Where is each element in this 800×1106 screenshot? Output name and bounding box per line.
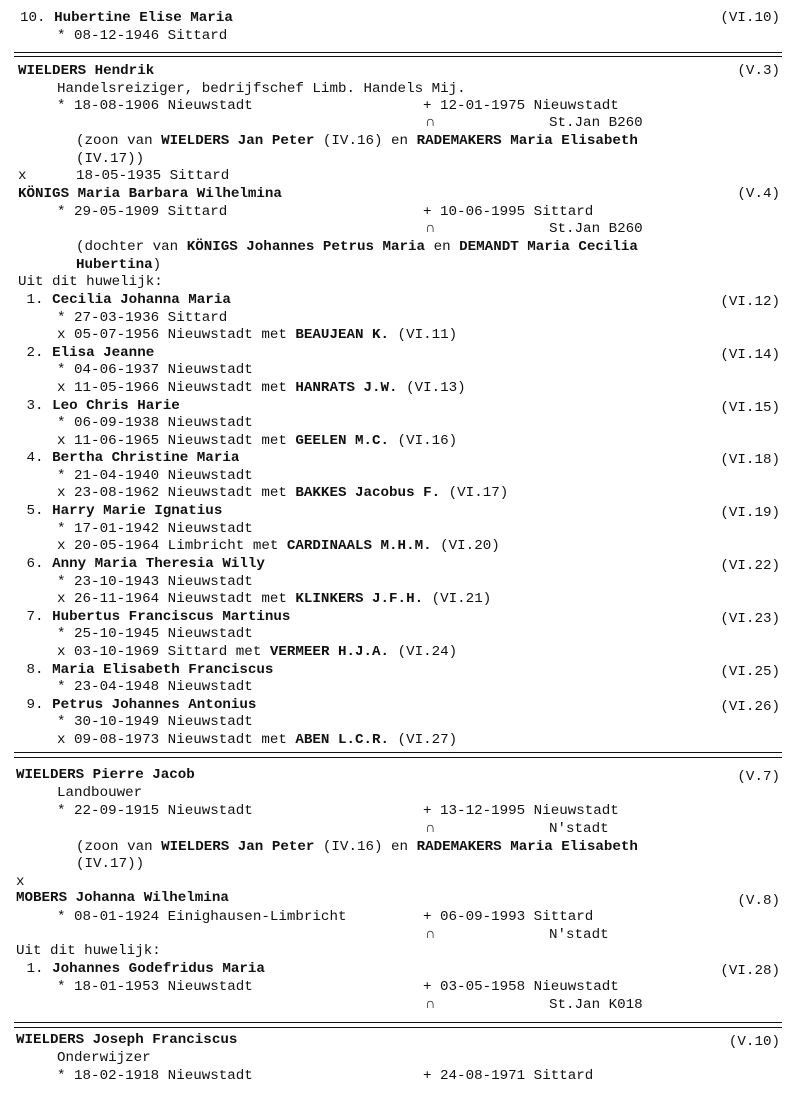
child-marriage: x 20-05-1964 Limbricht met CARDINAALS M.H.M. (VI.20): [57, 538, 500, 555]
marriage-symbol: x: [16, 874, 25, 890]
burial-icon: ∩: [426, 821, 435, 837]
child-entry: 8. Maria Elisabeth Franciscus: [18, 661, 274, 678]
child-birth: * 08-12-1946 Sittard: [57, 28, 228, 44]
separator-line: [14, 757, 782, 758]
separator-line: [14, 56, 782, 57]
children-label: Uit dit huwelijk:: [16, 943, 161, 959]
burial-place: St.Jan B260: [549, 221, 643, 237]
child-birth: * 23-10-1943 Nieuwstadt: [57, 573, 253, 590]
burial-icon: ∩: [426, 221, 435, 237]
person-ref: (V.8): [737, 893, 780, 909]
birth: * 22-09-1915 Nieuwstadt: [57, 803, 253, 819]
death: + 12-01-1975 Nieuwstadt: [423, 98, 619, 114]
burial-place: St.Jan B260: [549, 115, 643, 131]
child-birth: * 18-01-1953 Nieuwstadt: [57, 979, 253, 995]
child-entry: 9. Petrus Johannes Antonius: [18, 696, 257, 713]
person-ref: (V.7): [737, 769, 780, 785]
child-ref: (VI.26): [720, 698, 780, 715]
child-ref: (VI.15): [720, 399, 780, 416]
child-marriage: x 05-07-1956 Nieuwstadt met BEAUJEAN K. (VI.11): [57, 327, 458, 343]
child-marriage: x 11-05-1966 Nieuwstadt met HANRATS J.W. (VI.13): [57, 379, 466, 396]
child-ref: (VI.10): [720, 10, 780, 26]
child-ref: (VI.23): [720, 610, 780, 627]
child-marriage: x 23-08-1962 Nieuwstadt met BAKKES Jacobus F. (VI.17): [57, 485, 509, 502]
person-name: WIELDERS Hendrik: [18, 63, 155, 79]
child-ref: (VI.28): [720, 963, 780, 979]
burial-icon: ∩: [426, 997, 435, 1013]
child-entry: 7. Hubertus Franciscus Martinus: [18, 608, 291, 625]
child-ref: (VI.25): [720, 663, 780, 680]
child-birth: * 25-10-1945 Nieuwstadt: [57, 626, 253, 643]
child-death: + 03-05-1958 Nieuwstadt: [423, 979, 619, 995]
burial-place: N'stadt: [549, 821, 609, 837]
death: + 10-06-1995 Sittard: [423, 204, 594, 220]
burial-icon: ∩: [426, 927, 435, 943]
person-ref: (V.4): [737, 186, 780, 202]
person-ref: (V.10): [728, 1034, 780, 1050]
child-ref: (VI.14): [720, 346, 780, 363]
marriage-date: 18-05-1935 Sittard: [76, 168, 230, 184]
parents-line-cont: Hubertina): [76, 257, 162, 273]
child-entry: 6. Anny Maria Theresia Willy: [18, 556, 265, 572]
child-ref: (VI.22): [720, 558, 780, 574]
child-birth: * 06-09-1938 Nieuwstadt: [57, 415, 253, 432]
marriage-symbol: x: [18, 168, 27, 184]
child-entry: 5. Harry Marie Ignatius: [18, 503, 223, 520]
occupation: Handelsreiziger, bedrijfschef Limb. Handels Mij.: [57, 81, 466, 97]
person-name: MOBERS Johanna Wilhelmina: [16, 890, 229, 906]
parents-ref: (IV.17)): [76, 151, 145, 167]
person-name: WIELDERS Pierre Jacob: [16, 767, 195, 783]
parents-line: (zoon van WIELDERS Jan Peter (IV.16) en RADEMAKERS Maria Elisabeth: [76, 133, 638, 149]
child-birth: * 17-01-1942 Nieuwstadt: [57, 520, 253, 537]
birth: * 08-01-1924 Einighausen-Limbricht: [57, 909, 347, 925]
death: + 06-09-1993 Sittard: [423, 909, 594, 925]
parents-line: (zoon van WIELDERS Jan Peter (IV.16) en RADEMAKERS Maria Elisabeth: [76, 839, 638, 855]
separator-line: [14, 752, 782, 753]
separator-line: [14, 1022, 782, 1023]
person-name: KÖNIGS Maria Barbara Wilhelmina: [18, 186, 282, 202]
child-birth: * 23-04-1948 Nieuwstadt: [57, 679, 253, 696]
child-ref: (VI.18): [720, 452, 780, 469]
death: + 24-08-1971 Sittard: [423, 1068, 594, 1084]
child-entry: 1. Johannes Godefridus Maria: [18, 961, 265, 977]
child-entry: 1. Cecilia Johanna Maria: [18, 292, 231, 308]
occupation: Onderwijzer: [57, 1050, 151, 1066]
birth: * 18-08-1906 Nieuwstadt: [57, 98, 253, 114]
child-marriage: x 09-08-1973 Nieuwstadt met ABEN L.C.R. (VI.27): [57, 731, 458, 748]
occupation: Landbouwer: [57, 785, 143, 801]
child-birth: * 27-03-1936 Sittard: [57, 309, 228, 326]
child-ref: (VI.12): [720, 294, 780, 310]
child-marriage: x 11-06-1965 Nieuwstadt met GEELEN M.C. (VI.16): [57, 432, 458, 449]
separator-line: [14, 52, 782, 53]
child-ref: (VI.19): [720, 505, 780, 522]
child-entry: 3. Leo Chris Harie: [18, 397, 180, 414]
person-name: WIELDERS Joseph Franciscus: [16, 1032, 238, 1048]
burial-place: N'stadt: [549, 927, 609, 943]
child-marriage: x 26-11-1964 Nieuwstadt met KLINKERS J.F.H. (VI.21): [57, 591, 492, 607]
child-birth: * 30-10-1949 Nieuwstadt: [57, 714, 253, 731]
child-marriage: x 03-10-1969 Sittard met VERMEER H.J.A. (VI.24): [57, 643, 458, 660]
burial-place: St.Jan K018: [549, 997, 643, 1013]
child-entry-10: [20, 10, 233, 28]
child-birth: * 21-04-1940 Nieuwstadt: [57, 467, 253, 484]
parents-ref: (IV.17)): [76, 856, 145, 872]
burial-icon: ∩: [426, 115, 435, 131]
separator-line: [14, 1027, 782, 1028]
birth: * 18-02-1918 Nieuwstadt: [57, 1068, 253, 1084]
birth: * 29-05-1909 Sittard: [57, 204, 228, 220]
child-entry: 2. Elisa Jeanne: [18, 344, 155, 361]
parents-line: (dochter van KÖNIGS Johannes Petrus Maria en DEMANDT Maria Cecilia: [76, 239, 638, 255]
children-label: Uit dit huwelijk:: [18, 274, 163, 290]
person-ref: (V.3): [737, 63, 780, 79]
child-name: Hubertine Elise Maria: [54, 10, 233, 26]
child-entry: 4. Bertha Christine Maria: [18, 450, 240, 467]
child-birth: * 04-06-1937 Nieuwstadt: [57, 362, 253, 379]
death: + 13-12-1995 Nieuwstadt: [423, 803, 619, 819]
child-number: 10.: [20, 10, 46, 26]
